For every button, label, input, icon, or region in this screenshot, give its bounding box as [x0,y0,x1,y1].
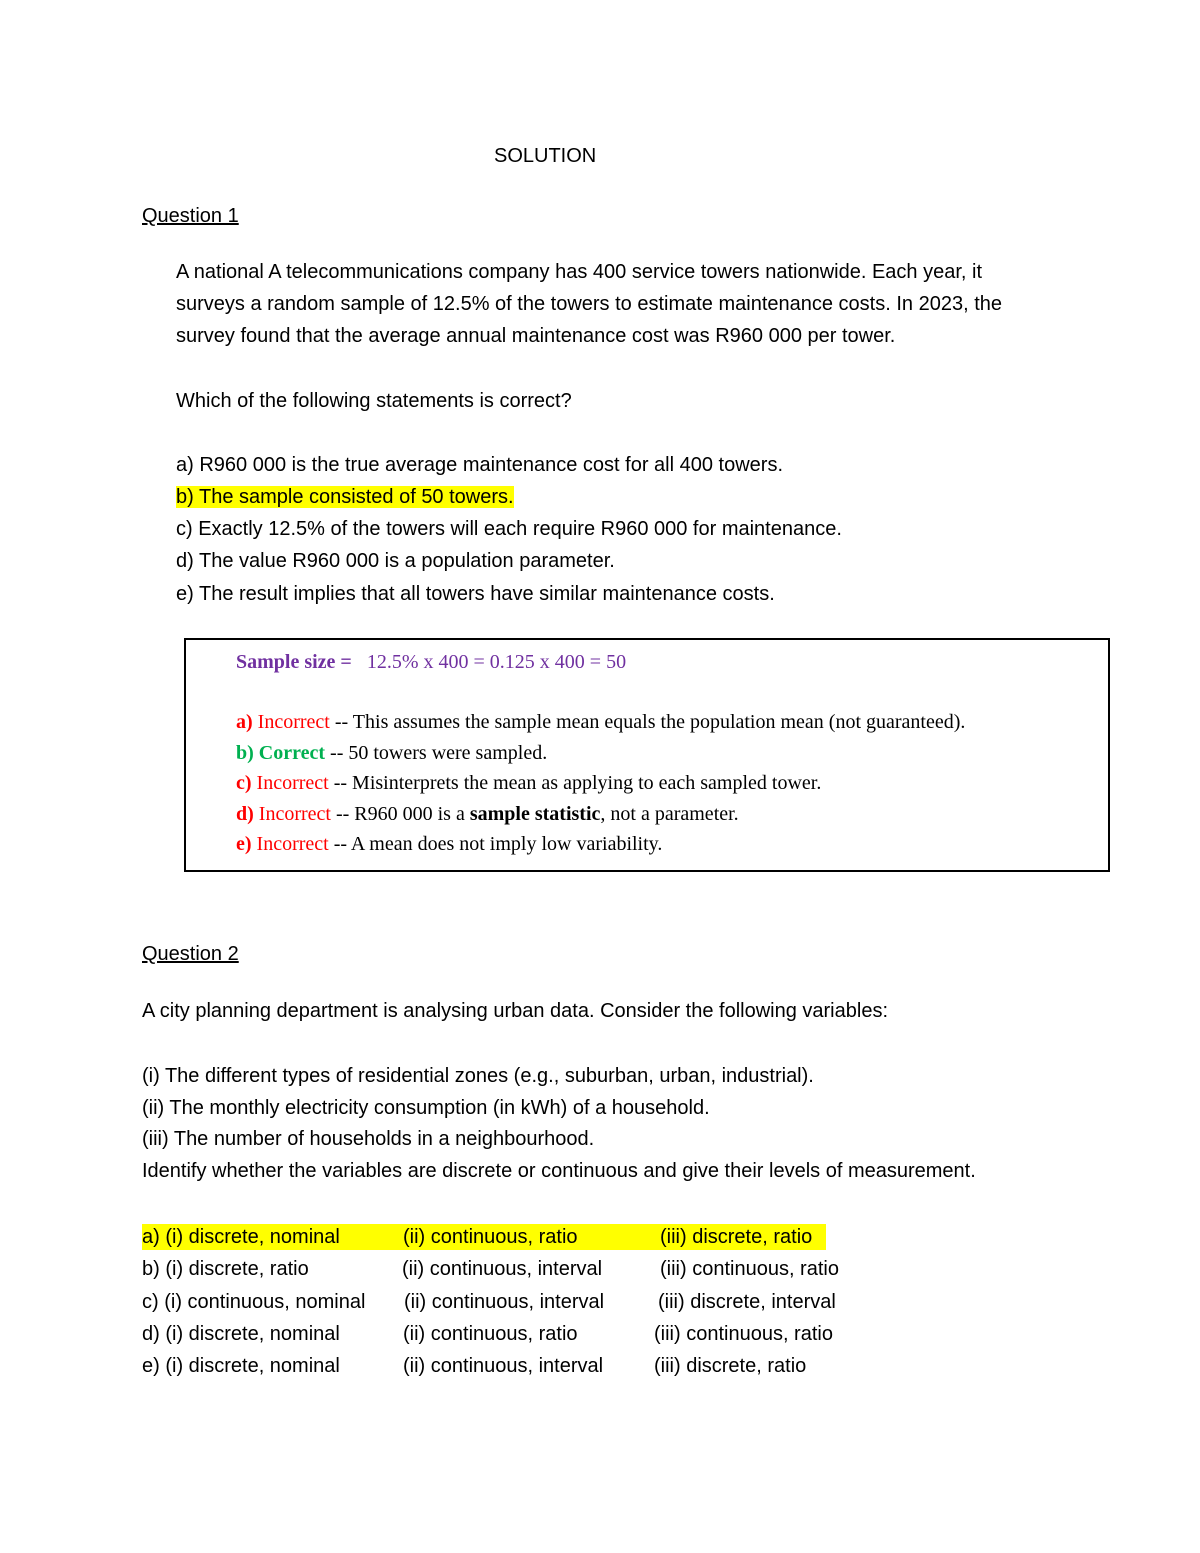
solution-b-verdict: Correct [258,742,326,764]
solution-a [236,709,965,735]
solution-e-letter: e) [236,833,252,855]
q2-option-a-col2: (ii) continuous, ratio [403,1226,578,1248]
solution-d-text-1: -- R960 000 is a [330,803,470,825]
solution-a-letter: a) [236,711,253,733]
sample-size-label: Sample size = [236,651,352,673]
solution-b-letter: b) [236,742,254,764]
solution-b [236,740,547,766]
solution-d-text-2: , not a parameter. [600,803,739,825]
q2-option-c-col2: (ii) continuous, interval [404,1291,605,1313]
q1-option-b-highlighted: b) The sample consisted of 50 towers. [176,486,514,508]
q1-paragraph-line-1: A national A telecommunications company has 400 service towers nationwide. Each year, it [176,261,983,283]
solution-c-letter: c) [236,772,252,794]
q2-option-c [142,1289,862,1315]
q2-option-c-col3: (iii) discrete, interval [658,1291,836,1313]
q2-option-a-highlighted [142,1224,826,1250]
q2-prompt: Identify whether the variables are discrete or continuous and give their levels of measurement. [142,1160,976,1182]
solution-c-verdict: Incorrect [256,772,329,794]
q2-variable-i: (i) The different types of residential zones (e.g., suburban, urban, industrial). [142,1065,814,1087]
solution-c-text: -- Misinterprets the mean as applying to each sampled tower. [328,772,822,794]
q1-option-c: c) Exactly 12.5% of the towers will each require R960 000 for maintenance. [176,518,842,540]
q1-option-d: d) The value R960 000 is a population parameter. [176,550,615,572]
q2-option-d [142,1321,862,1347]
q2-option-b-col2: (ii) continuous, interval [402,1258,603,1280]
page-title: SOLUTION [494,145,597,167]
q2-variable-iii: (iii) The number of households in a neighbourhood. [142,1128,595,1150]
sample-size-line [236,649,626,675]
q1-prompt: Which of the following statements is correct? [176,390,572,412]
q2-option-e-col1: e) (i) discrete, nominal [142,1355,340,1377]
q2-option-b [142,1256,862,1282]
solution-c [236,770,821,796]
q2-option-c-col1: c) (i) continuous, nominal [142,1291,366,1313]
solution-e-verdict: Incorrect [256,833,329,855]
question-1-heading: Question 1 [142,205,239,227]
solution-d [236,801,739,827]
q2-option-a-col1: a) (i) discrete, nominal [142,1226,340,1248]
q2-option-b-col3: (iii) continuous, ratio [660,1258,839,1280]
q2-option-a-col3: (iii) discrete, ratio [660,1226,813,1248]
q1-paragraph-line-2: surveys a random sample of 12.5% of the towers to estimate maintenance costs. In 2023, the [176,293,1002,315]
solution-d-verdict: Incorrect [258,803,331,825]
q1-paragraph-line-3: survey found that the average annual maintenance cost was R960 000 per tower. [176,325,896,347]
q2-option-e-col2: (ii) continuous, interval [403,1355,604,1377]
q2-option-e-col3: (iii) discrete, ratio [654,1355,807,1377]
q2-option-d-col2: (ii) continuous, ratio [403,1323,578,1345]
solution-b-text: -- 50 towers were sampled. [325,742,548,764]
q2-variable-ii: (ii) The monthly electricity consumption (in kWh) of a household. [142,1097,710,1119]
q2-intro: A city planning department is analysing urban data. Consider the following variables: [142,1000,888,1022]
q2-option-e [142,1353,862,1379]
solution-e-text: -- A mean does not imply low variability. [328,833,663,855]
q2-option-b-col1: b) (i) discrete, ratio [142,1258,309,1280]
solution-d-letter: d) [236,803,254,825]
q1-option-e: e) The result implies that all towers have similar maintenance costs. [176,583,775,605]
q2-option-d-col3: (iii) continuous, ratio [654,1323,833,1345]
solution-a-text: -- This assumes the sample mean equals the population mean (not guaranteed). [329,711,966,733]
solution-e [236,831,662,857]
question-2-heading: Question 2 [142,943,239,965]
solution-a-verdict: Incorrect [257,711,330,733]
q1-option-a: a) R960 000 is the true average maintenance cost for all 400 towers. [176,454,784,476]
q2-option-d-col1: d) (i) discrete, nominal [142,1323,340,1345]
sample-size-calc: 12.5% x 400 = 0.125 x 400 = 50 [366,651,627,673]
solution-d-bold: sample statistic [469,803,601,825]
